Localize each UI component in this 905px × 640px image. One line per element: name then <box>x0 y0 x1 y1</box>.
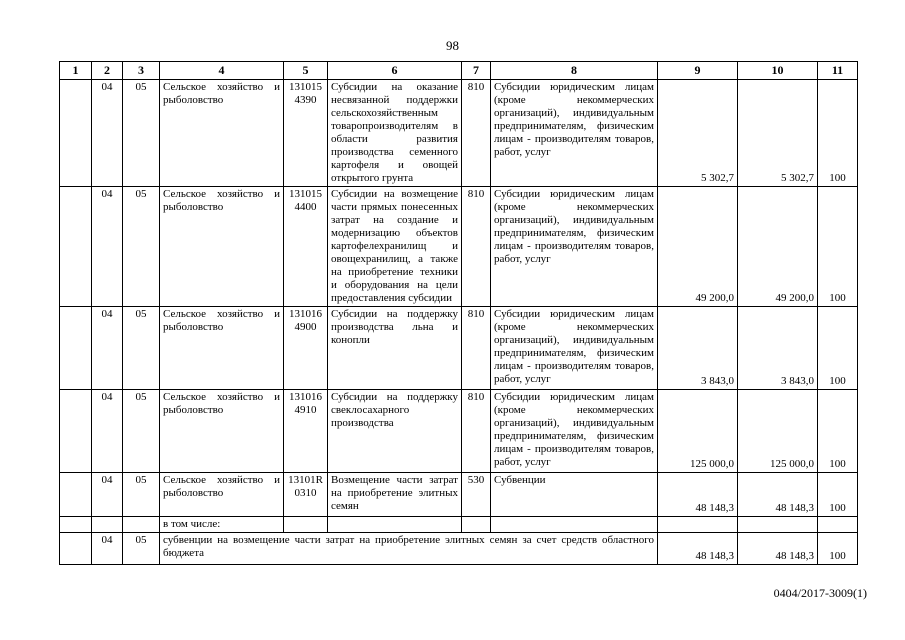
amount-executed: 3 843,0 <box>738 307 818 390</box>
section-name: Сельское хозяйство и рыболовство <box>160 390 284 473</box>
percent-executed: 100 <box>818 187 858 307</box>
header-cell: 4 <box>160 62 284 80</box>
empty-cell <box>462 517 491 533</box>
expense-type-name: Субсидии юридическим лицам (кроме некоммерческих организаций), индивидуальным предпринимателям, физическим лицам - производителям товаров, работ, услуг <box>491 187 658 307</box>
empty-cell <box>92 517 123 533</box>
empty-cell <box>123 517 160 533</box>
budget-table <box>59 61 858 565</box>
header-cell: 7 <box>462 62 491 80</box>
section-code: 04 <box>92 80 123 187</box>
subsection-code: 05 <box>123 390 160 473</box>
expense-description: Субсидии на поддержку свеклосахарного производства <box>328 390 462 473</box>
target-article-code: 131016 4900 <box>284 307 328 390</box>
section-name: Сельское хозяйство и рыболовство <box>160 307 284 390</box>
merged-description: субвенции на возмещение части затрат на приобретение элитных семян за счет средств областного бюджета <box>160 533 658 565</box>
amount-planned: 3 843,0 <box>658 307 738 390</box>
percent-executed: 100 <box>818 390 858 473</box>
target-article-code: 131016 4910 <box>284 390 328 473</box>
target-article-code: 13101R 0310 <box>284 473 328 517</box>
section-name: Сельское хозяйство и рыболовство <box>160 187 284 307</box>
header-row <box>60 62 858 80</box>
header-cell: 8 <box>491 62 658 80</box>
header-cell: 10 <box>738 62 818 80</box>
section-code: 04 <box>92 307 123 390</box>
empty-cell <box>328 517 462 533</box>
amount-planned: 125 000,0 <box>658 390 738 473</box>
table-row <box>60 187 858 307</box>
expense-type-name: Субсидии юридическим лицам (кроме некоммерческих организаций), индивидуальным предпринимателям, физическим лицам - производителям товаров, работ, услуг <box>491 80 658 187</box>
percent-executed: 100 <box>818 533 858 565</box>
percent-executed: 100 <box>818 80 858 187</box>
subsection-code: 05 <box>123 80 160 187</box>
header-cell: 2 <box>92 62 123 80</box>
percent-executed: 100 <box>818 473 858 517</box>
empty-cell <box>658 517 738 533</box>
empty-cell <box>284 517 328 533</box>
table-row <box>60 80 858 187</box>
row-col-1 <box>60 307 92 390</box>
section-code: 04 <box>92 533 123 565</box>
empty-cell <box>60 533 92 565</box>
subheading-text: в том числе: <box>160 517 284 533</box>
expense-type-code: 810 <box>462 187 491 307</box>
target-article-code: 131015 4400 <box>284 187 328 307</box>
table-row <box>60 473 858 517</box>
amount-executed: 48 148,3 <box>738 473 818 517</box>
subsection-code: 05 <box>123 473 160 517</box>
subheading-row <box>60 517 858 533</box>
table-row <box>60 307 858 390</box>
percent-executed: 100 <box>818 307 858 390</box>
document-code: 0404/2017-3009(1) <box>773 586 867 600</box>
expense-description: Субсидии на поддержку производства льна и конопли <box>328 307 462 390</box>
header-cell: 5 <box>284 62 328 80</box>
section-code: 04 <box>92 473 123 517</box>
expense-type-name: Субвенции <box>491 473 658 517</box>
section-code: 04 <box>92 390 123 473</box>
amount-planned: 5 302,7 <box>658 80 738 187</box>
subsection-code: 05 <box>123 307 160 390</box>
section-name: Сельское хозяйство и рыболовство <box>160 80 284 187</box>
expense-type-code: 810 <box>462 80 491 187</box>
amount-executed: 49 200,0 <box>738 187 818 307</box>
expense-description: Возмещение части затрат на приобретение элитных семян <box>328 473 462 517</box>
table-row <box>60 390 858 473</box>
empty-cell <box>738 517 818 533</box>
amount-executed: 5 302,7 <box>738 80 818 187</box>
empty-cell <box>60 517 92 533</box>
expense-type-code: 530 <box>462 473 491 517</box>
section-name: Сельское хозяйство и рыболовство <box>160 473 284 517</box>
expense-type-code: 810 <box>462 390 491 473</box>
target-article-code: 131015 4390 <box>284 80 328 187</box>
header-cell: 9 <box>658 62 738 80</box>
subsection-code: 05 <box>123 533 160 565</box>
amount-executed: 125 000,0 <box>738 390 818 473</box>
expense-type-code: 810 <box>462 307 491 390</box>
table-row <box>60 533 858 565</box>
amount-planned: 48 148,3 <box>658 473 738 517</box>
header-cell: 3 <box>123 62 160 80</box>
amount-executed: 48 148,3 <box>738 533 818 565</box>
amount-planned: 48 148,3 <box>658 533 738 565</box>
row-col-1 <box>60 80 92 187</box>
expense-description: Субсидии на оказание несвязанной поддержки сельскохозяйственным товаропроизводителям в области развития производства семенного картофеля и овощей открытого грунта <box>328 80 462 187</box>
subsection-code: 05 <box>123 187 160 307</box>
header-cell: 6 <box>328 62 462 80</box>
header-cell: 1 <box>60 62 92 80</box>
row-col-1 <box>60 390 92 473</box>
row-col-1 <box>60 473 92 517</box>
empty-cell <box>491 517 658 533</box>
section-code: 04 <box>92 187 123 307</box>
expense-type-name: Субсидии юридическим лицам (кроме некоммерческих организаций), индивидуальным предпринимателям, физическим лицам - производителям товаров, работ, услуг <box>491 307 658 390</box>
page-number: 98 <box>446 38 459 53</box>
expense-description: Субсидии на возмещение части прямых понесенных затрат на создание и модернизацию объектов картофелехранилищ и овощехранилищ, а также на приобретение техники и оборудования на цели предоставления субсидии <box>328 187 462 307</box>
row-col-1 <box>60 187 92 307</box>
expense-type-name: Субсидии юридическим лицам (кроме некоммерческих организаций), индивидуальным предпринимателям, физическим лицам - производителям товаров, работ, услуг <box>491 390 658 473</box>
amount-planned: 49 200,0 <box>658 187 738 307</box>
empty-cell <box>818 517 858 533</box>
header-cell: 11 <box>818 62 858 80</box>
